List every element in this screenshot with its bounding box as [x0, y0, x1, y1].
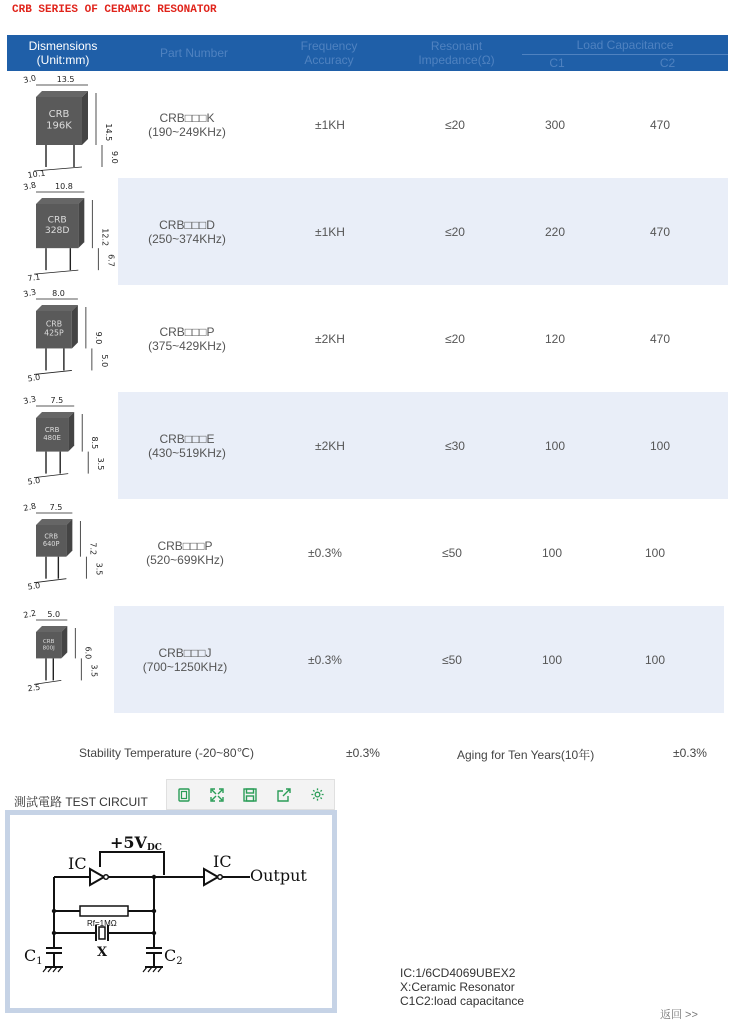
svg-text:10.1: 10.1 — [27, 168, 46, 180]
c1-cell — [515, 71, 595, 178]
part-number-cell-text-0: CRB□□□P — [159, 324, 215, 339]
c2-cell — [610, 392, 710, 499]
c1-cell-text-0: 100 — [541, 652, 563, 667]
note-c1c2: C1C2:load capacitance — [400, 994, 525, 1008]
impedance-cell — [392, 606, 512, 713]
c1-cell-text-0: 220 — [544, 224, 566, 239]
svg-text:7.1: 7.1 — [27, 272, 41, 284]
frequency-cell-text-0: ±2KH — [315, 438, 345, 453]
frequency-cell-text-0: ±0.3% — [308, 652, 342, 667]
impedance-header — [389, 35, 524, 71]
svg-text:2.5: 2.5 — [27, 682, 41, 694]
table-row — [0, 71, 731, 178]
vcc-label: +5VDC — [110, 833, 162, 853]
frequency-cell-text-0: ±1KH — [315, 117, 345, 132]
svg-text:13.5: 13.5 — [56, 75, 75, 84]
frequency-cell-text-0: ±2KH — [315, 331, 345, 346]
svg-text:3.3: 3.3 — [22, 287, 37, 299]
impedance-cell-text-0: ≤50 — [442, 545, 462, 560]
c1-label: C1 — [549, 55, 565, 70]
svg-text:CRB: CRB — [42, 639, 55, 646]
part-number-label: Part Number — [159, 46, 229, 60]
svg-text:3.5: 3.5 — [94, 562, 104, 576]
svg-text:CRB: CRB — [44, 426, 60, 435]
svg-text:6.7: 6.7 — [106, 254, 116, 267]
c2-label: C2 — [164, 946, 183, 967]
svg-text:196K: 196K — [46, 120, 72, 132]
component-drawing — [10, 73, 119, 180]
frequency-cell — [270, 392, 390, 499]
note-x: X:Ceramic Resonator — [400, 980, 515, 994]
c1-cell — [515, 392, 595, 499]
svg-text:328D: 328D — [44, 225, 70, 237]
note-ic: IC:1/6CD4069UBEX2 — [400, 966, 516, 980]
svg-text:CRB: CRB — [44, 532, 59, 541]
circuit-diagram — [10, 815, 332, 1008]
svg-text:3.3: 3.3 — [22, 394, 37, 406]
svg-text:640P: 640P — [42, 539, 60, 548]
part-number-cell-text-1: (520~699KHz) — [146, 552, 224, 567]
stability-label: Stability Temperature (-20~80℃) — [79, 746, 255, 760]
part-number-cell — [112, 71, 262, 178]
impedance-cell-text-0: ≤20 — [445, 224, 465, 239]
frequency-cell-text-0: ±1KH — [315, 224, 345, 239]
component-drawing — [10, 394, 115, 495]
part-number-cell-text-0: CRB□□□E — [159, 431, 215, 446]
c1-cell-text-0: 100 — [541, 545, 563, 560]
c2-cell-text-0: 470 — [649, 331, 671, 346]
frequency-cell — [265, 499, 385, 606]
svg-text:800J: 800J — [42, 645, 55, 652]
svg-text:CRB: CRB — [45, 319, 63, 329]
circuit-title: 測試電路 TEST CIRCUIT — [14, 795, 148, 809]
c2-cell-text-0: 100 — [644, 545, 666, 560]
c2-cell — [610, 178, 710, 285]
ic-left-label: IC — [68, 854, 87, 873]
svg-text:9.0: 9.0 — [93, 331, 103, 345]
impedance-label-1: Resonant — [430, 39, 483, 53]
svg-text:7.2: 7.2 — [88, 542, 98, 556]
image-toolbar — [166, 779, 335, 810]
c2-cell — [610, 285, 710, 392]
stability-value: ±0.3% — [346, 746, 380, 760]
component-drawing — [10, 501, 115, 602]
crystal-label: X — [97, 945, 108, 960]
dimensions-label: Dismensions — [28, 39, 98, 53]
svg-text:3.5: 3.5 — [89, 664, 99, 678]
svg-text:5.0: 5.0 — [47, 610, 61, 619]
c1-cell-text-0: 100 — [544, 438, 566, 453]
svg-text:5.0: 5.0 — [27, 475, 41, 487]
load-capacitance-header — [522, 35, 728, 54]
page-title: CRB SERIES OF CERAMIC RESONATOR — [12, 4, 217, 16]
frequency-cell — [270, 178, 390, 285]
part-number-cell-text-1: (250~374KHz) — [148, 231, 226, 246]
svg-text:3.5: 3.5 — [96, 457, 106, 471]
svg-text:7.5: 7.5 — [49, 503, 63, 512]
impedance-cell — [395, 285, 515, 392]
c1-cell — [512, 606, 592, 713]
svg-text:CRB: CRB — [47, 214, 67, 226]
circuit-diagram-frame — [5, 810, 337, 1013]
impedance-cell — [395, 392, 515, 499]
svg-text:2.2: 2.2 — [22, 608, 37, 620]
part-number-cell — [110, 499, 260, 606]
table-row — [0, 392, 731, 499]
output-label: Output — [250, 866, 307, 885]
svg-text:7.5: 7.5 — [50, 396, 64, 405]
c2-cell-text-0: 100 — [649, 438, 671, 453]
aging-value: ±0.3% — [673, 746, 707, 760]
c1-cell — [515, 178, 595, 285]
units-label: (Unit:mm) — [36, 53, 90, 67]
component-drawing — [10, 287, 115, 388]
svg-text:3.8: 3.8 — [22, 180, 37, 192]
impedance-cell — [395, 178, 515, 285]
ic-right-label: IC — [213, 852, 232, 871]
frequency-cell-text-0: ±0.3% — [308, 545, 342, 560]
part-number-header — [119, 35, 269, 71]
save-icon[interactable] — [239, 784, 261, 806]
svg-text:8.0: 8.0 — [52, 289, 65, 298]
svg-text:12.2: 12.2 — [100, 228, 110, 247]
part-number-cell — [112, 178, 262, 285]
svg-text:8.5: 8.5 — [90, 436, 100, 450]
share-icon[interactable] — [273, 784, 295, 806]
aging-label: Aging for Ten Years(10年) — [457, 748, 595, 762]
impedance-cell-text-0: ≤20 — [445, 331, 465, 346]
frequency-cell — [270, 71, 390, 178]
frequency-label-1: Frequency — [300, 39, 358, 53]
impedance-cell-text-0: ≤30 — [445, 438, 465, 453]
frequency-header — [269, 35, 389, 71]
frequency-cell — [265, 606, 385, 713]
circuit-notes — [400, 966, 524, 1008]
part-number-cell-text-0: CRB□□□K — [159, 110, 215, 125]
svg-text:480E: 480E — [43, 434, 61, 443]
frequency-label-2: Accuracy — [304, 53, 354, 67]
dimensions-header — [7, 35, 119, 71]
back-link[interactable]: 返回 >> — [660, 1009, 698, 1021]
impedance-cell — [392, 499, 512, 606]
impedance-cell — [395, 71, 515, 178]
component-drawing — [10, 608, 115, 709]
c1-header — [522, 54, 592, 71]
part-number-cell-text-0: CRB□□□P — [157, 538, 213, 553]
part-number-cell — [112, 392, 262, 499]
part-number-cell — [112, 285, 262, 392]
part-number-cell — [110, 606, 260, 713]
impedance-cell-text-0: ≤20 — [445, 117, 465, 132]
c1-cell — [512, 499, 592, 606]
part-number-cell-text-1: (375~429KHz) — [148, 338, 226, 353]
svg-text:9.0: 9.0 — [110, 151, 119, 164]
table-row — [0, 178, 731, 285]
impedance-cell-text-0: ≤50 — [442, 652, 462, 667]
c2-cell — [610, 71, 710, 178]
table-row — [0, 606, 731, 713]
c2-cell-text-0: 470 — [649, 224, 671, 239]
c2-cell — [605, 499, 705, 606]
c1-label: C1 — [24, 946, 43, 967]
c1-cell-text-0: 300 — [544, 117, 566, 132]
svg-text:425P: 425P — [44, 328, 64, 338]
component-drawing — [10, 180, 116, 284]
part-number-cell-text-0: CRB□□□D — [159, 217, 215, 232]
svg-text:5.0: 5.0 — [27, 580, 41, 592]
svg-text:CRB: CRB — [48, 109, 70, 121]
c1-cell — [515, 285, 595, 392]
svg-text:14.5: 14.5 — [104, 123, 113, 142]
svg-text:2.8: 2.8 — [22, 501, 37, 513]
c1-cell-text-0: 120 — [544, 331, 566, 346]
settings-icon[interactable] — [306, 784, 328, 806]
part-number-cell-text-1: (700~1250KHz) — [142, 659, 228, 674]
svg-text:6.0: 6.0 — [83, 646, 93, 660]
c2-cell-text-0: 470 — [649, 117, 671, 132]
table-row — [0, 499, 731, 606]
part-number-cell-text-1: (190~249KHz) — [148, 124, 226, 139]
expand-icon[interactable] — [206, 784, 228, 806]
frequency-cell — [270, 285, 390, 392]
part-number-cell-text-0: CRB□□□J — [158, 645, 212, 660]
svg-text:3.0: 3.0 — [22, 73, 37, 85]
table-header — [7, 35, 728, 71]
svg-text:5.0: 5.0 — [99, 354, 109, 368]
copy-icon[interactable] — [173, 784, 195, 806]
c2-cell-text-0: 100 — [644, 652, 666, 667]
c2-header — [607, 54, 728, 71]
table-row — [0, 285, 731, 392]
rf-label: Rf=1MΩ — [87, 919, 117, 928]
c2-label: C2 — [659, 55, 676, 70]
c2-cell — [605, 606, 705, 713]
impedance-label-2: Impedance(Ω) — [418, 53, 495, 67]
svg-text:10.8: 10.8 — [55, 182, 73, 191]
part-number-cell-text-1: (430~519KHz) — [148, 445, 226, 460]
svg-text:5.0: 5.0 — [27, 372, 41, 384]
load-capacitance-label: Load Capacitance — [576, 37, 674, 52]
